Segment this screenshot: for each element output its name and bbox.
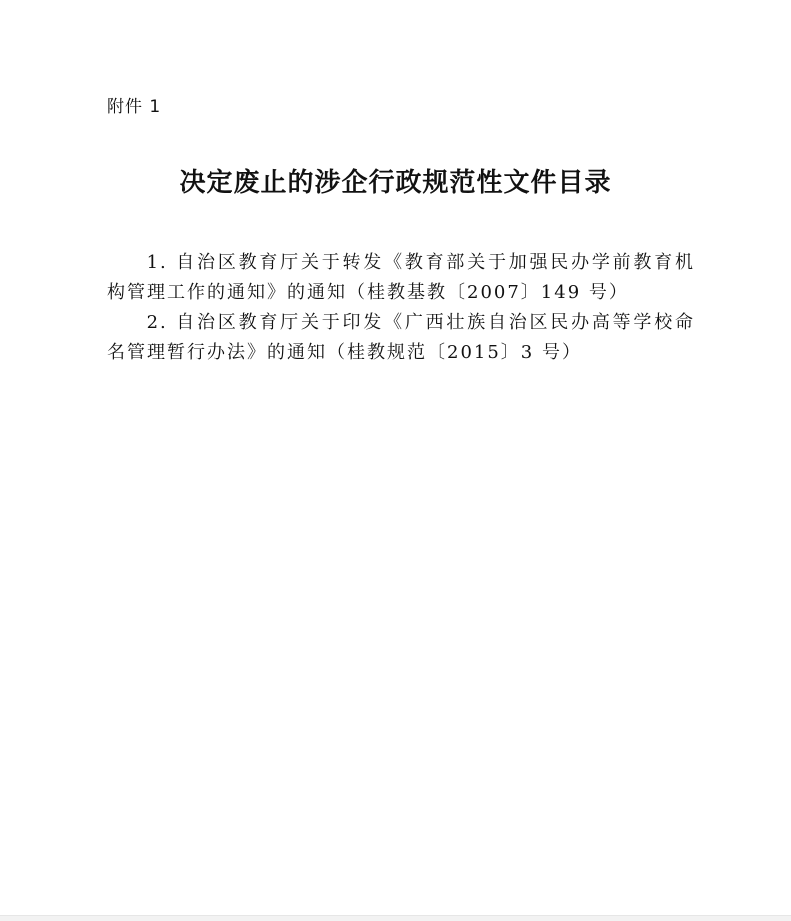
list-item: 2. 自治区教育厅关于印发《广西壮族自治区民办高等学校命名管理暂行办法》的通知（桂教规范〔2015〕3 号）: [107, 312, 695, 363]
list-item: 1. 自治区教育厅关于转发《教育部关于加强民办学前教育机构管理工作的通知》的通知（桂教基教〔2007〕149 号）: [107, 252, 695, 303]
document-title: 决定废止的涉企行政规范性文件目录: [179, 168, 612, 198]
document-item-list: [107, 248, 695, 368]
page-bottom-edge: [0, 915, 791, 921]
attachment-label: 附件 1: [107, 97, 162, 117]
